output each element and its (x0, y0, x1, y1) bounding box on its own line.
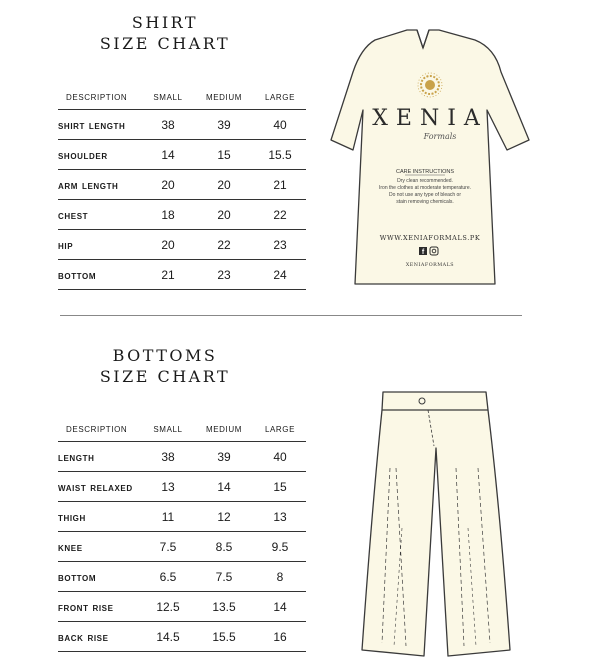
row-label: waist relaxed (58, 472, 142, 502)
table-row (58, 472, 306, 502)
cell-small: 14 (142, 140, 194, 170)
button-icon (419, 398, 425, 404)
cell-small: 21 (142, 260, 194, 290)
cell-small: 38 (142, 110, 194, 140)
column-header: large (254, 82, 306, 110)
title-line: BOTTOMS (112, 346, 218, 365)
cell-small: 13 (142, 472, 194, 502)
cell-large: 15 (254, 472, 306, 502)
column-header: small (142, 414, 194, 442)
table-row (58, 140, 306, 170)
table-row (58, 532, 306, 562)
shirt-size-chart-title (60, 12, 270, 54)
column-header: large (254, 414, 306, 442)
table-row (58, 622, 306, 652)
cell-small: 20 (142, 230, 194, 260)
cell-medium: 8.5 (194, 532, 254, 562)
column-header: medium (194, 414, 254, 442)
brand-signature: Formals (423, 132, 457, 141)
column-header: medium (194, 82, 254, 110)
cell-medium: 13.5 (194, 592, 254, 622)
row-label: hip (58, 230, 142, 260)
table-row (58, 170, 306, 200)
column-header: description (58, 414, 142, 442)
cell-medium: 15 (194, 140, 254, 170)
cell-large: 15.5 (254, 140, 306, 170)
row-label: chest (58, 200, 142, 230)
cell-small: 7.5 (142, 532, 194, 562)
svg-text:f: f (421, 249, 425, 256)
facebook-icon (419, 247, 427, 256)
care-line: Iron the clothes at moderate temperature. (379, 185, 471, 191)
cell-medium: 39 (194, 442, 254, 472)
bottoms-size-table (58, 414, 306, 652)
care-title: CARE INSTRUCTIONS (395, 169, 455, 175)
title-line: SIZE CHART (99, 367, 231, 386)
row-label: thigh (58, 502, 142, 532)
row-label: bottom (58, 562, 142, 592)
cell-small: 38 (142, 442, 194, 472)
cell-large: 23 (254, 230, 306, 260)
cell-large: 21 (254, 170, 306, 200)
cell-medium: 23 (194, 260, 254, 290)
section-divider (60, 315, 522, 316)
row-label: shoulder (58, 140, 142, 170)
row-label: back rise (58, 622, 142, 652)
care-line: Do not use any type of bleach or (389, 192, 461, 198)
cell-small: 11 (142, 502, 194, 532)
table-row (58, 592, 306, 622)
cell-medium: 22 (194, 230, 254, 260)
row-label: knee (58, 532, 142, 562)
cell-large: 16 (254, 622, 306, 652)
cell-large: 40 (254, 110, 306, 140)
shirt-size-table (58, 82, 306, 290)
row-label: arm length (58, 170, 142, 200)
column-header: description (58, 82, 142, 110)
table-header-row (58, 414, 306, 442)
cell-large: 8 (254, 562, 306, 592)
bottoms-size-chart-title (60, 345, 270, 387)
handle-text: XENIAFORMALS (405, 263, 455, 268)
shirt-outline (331, 30, 529, 284)
cell-small: 20 (142, 170, 194, 200)
table-row (58, 562, 306, 592)
table-row (58, 260, 306, 290)
column-header: small (142, 82, 194, 110)
cell-medium: 15.5 (194, 622, 254, 652)
pants-outline (362, 392, 510, 656)
title-line: SIZE CHART (99, 34, 231, 53)
cell-large: 40 (254, 442, 306, 472)
table-header-row (58, 82, 306, 110)
care-line: stain removing chemicals. (396, 199, 454, 205)
cell-medium: 7.5 (194, 562, 254, 592)
pants-illustration (358, 388, 513, 660)
cell-large: 24 (254, 260, 306, 290)
table-row (58, 442, 306, 472)
cell-medium: 39 (194, 110, 254, 140)
cell-large: 9.5 (254, 532, 306, 562)
cell-medium: 12 (194, 502, 254, 532)
row-label: front rise (58, 592, 142, 622)
title-line: SHIRT (131, 13, 199, 32)
care-line: Dry clean recommended. (397, 178, 453, 184)
row-label: length (58, 442, 142, 472)
table-row (58, 230, 306, 260)
table-row (58, 502, 306, 532)
table-row (58, 110, 306, 140)
table-row (58, 200, 306, 230)
shirt-illustration (325, 22, 535, 287)
cell-small: 14.5 (142, 622, 194, 652)
website-text: WWW.XENIAFORMALS.PK (379, 234, 481, 242)
cell-medium: 14 (194, 472, 254, 502)
row-label: bottom (58, 260, 142, 290)
cell-medium: 20 (194, 170, 254, 200)
cell-small: 18 (142, 200, 194, 230)
cell-large: 22 (254, 200, 306, 230)
cell-medium: 20 (194, 200, 254, 230)
row-label: shirt length (58, 110, 142, 140)
cell-large: 14 (254, 592, 306, 622)
cell-large: 13 (254, 502, 306, 532)
brand-name: XENIA (372, 106, 488, 131)
cell-small: 12.5 (142, 592, 194, 622)
cell-small: 6.5 (142, 562, 194, 592)
